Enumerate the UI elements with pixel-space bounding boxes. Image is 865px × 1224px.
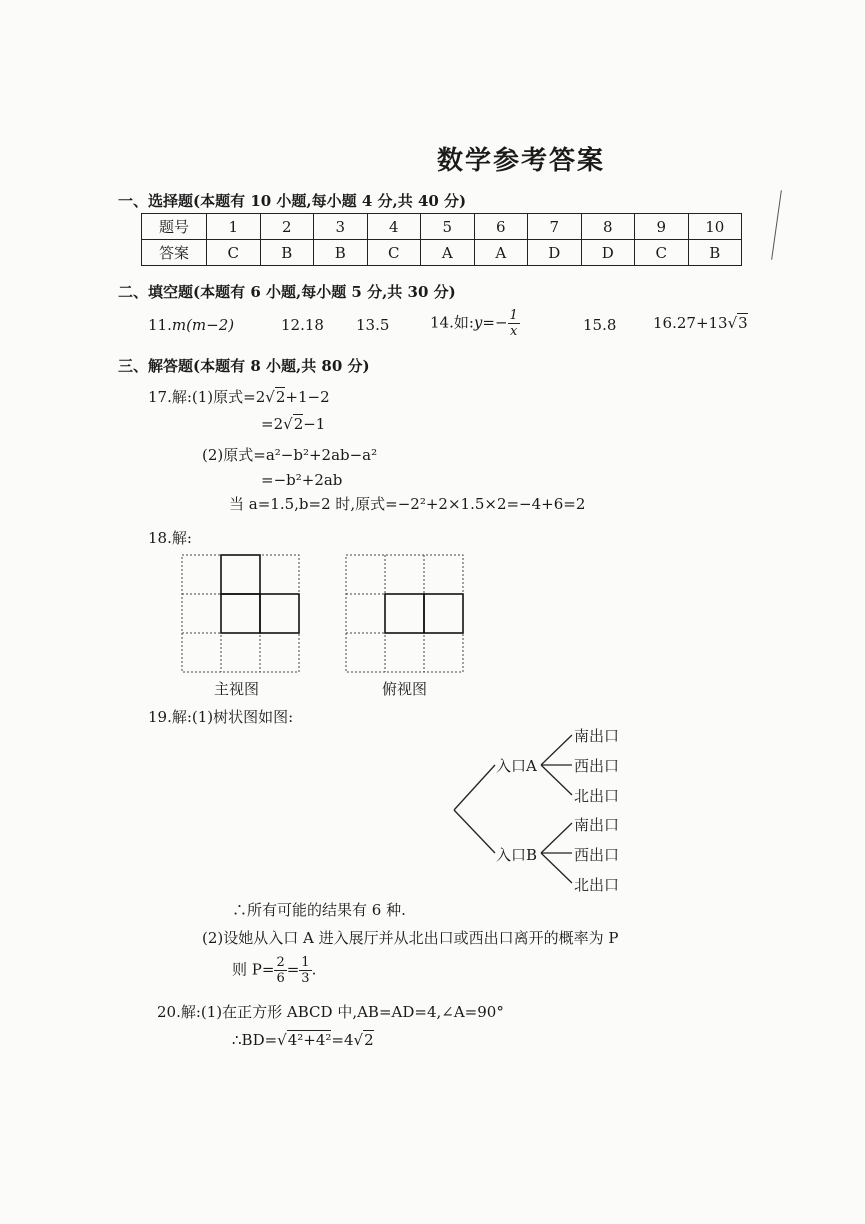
table-cell: 7 <box>528 214 582 240</box>
table-cell: A <box>421 240 475 266</box>
q17-line1: 17.解:(1)原式=2√2+1−2 <box>148 388 330 406</box>
q17-line1-suffix: +1−2 <box>285 388 330 406</box>
q17-line2-radicand: 2 <box>293 415 304 433</box>
table-row-answers <box>142 240 742 266</box>
q17-line2-prefix: =2 <box>261 415 284 433</box>
table-cell: B <box>688 240 742 266</box>
section3-heading: 三、解答题(本题有 8 小题,共 80 分) <box>118 357 370 375</box>
table-cell: 1 <box>207 214 261 240</box>
q20-line2-radicand: 4²+4² <box>287 1031 332 1049</box>
fraction-denominator: x <box>510 324 518 339</box>
table-cell: B <box>260 240 314 266</box>
tree-entry-a: 入口A <box>496 757 537 775</box>
tree-exit-b-north: 北出口 <box>574 876 620 894</box>
table-cell: C <box>207 240 261 266</box>
q17-line5: 当 a=1.5,b=2 时,原式=−2²+2×1.5×2=−4+6=2 <box>229 495 586 513</box>
q19-line4-prefix: 则 P= <box>232 960 275 979</box>
tree-exit-a-south: 南出口 <box>574 727 620 745</box>
answer-16: 16.27+13√3 <box>653 314 748 332</box>
answer-11 <box>148 316 234 334</box>
q18-label: 18.解: <box>148 529 192 547</box>
tree-exit-a-north: 北出口 <box>574 787 620 805</box>
answer-15: 15.8 <box>583 316 617 334</box>
fraction-denominator: 6 <box>276 971 285 986</box>
table-row-numbers <box>142 214 742 240</box>
tree-exit-a-west: 西出口 <box>574 757 620 775</box>
probability-fraction-1 <box>274 955 286 986</box>
answer-12: 12.18 <box>281 316 324 334</box>
equals-sign: = <box>286 960 300 979</box>
answer-table <box>141 213 742 266</box>
table-cell: 10 <box>688 214 742 240</box>
q17-line2-suffix: −1 <box>303 415 326 433</box>
table-cell: 4 <box>367 214 421 240</box>
q19-line2: ∴所有可能的结果有 6 种. <box>232 901 406 919</box>
answer-16-radicand: 3 <box>738 314 748 332</box>
fraction-numerator: 2 <box>276 955 285 970</box>
q17-line2: =2√2−1 <box>261 415 326 433</box>
q19-line1: 19.解:(1)树状图如图: <box>148 708 294 726</box>
front-view-caption: 主视图 <box>214 680 260 698</box>
q20-line2-equals: =4 <box>331 1031 354 1049</box>
row-label-answer: 答案 <box>142 240 207 266</box>
q17-line1-radicand: 2 <box>275 388 286 406</box>
q17-line3: (2)原式=a²−b²+2ab−a² <box>202 446 378 464</box>
table-cell: D <box>581 240 635 266</box>
table-cell: B <box>314 240 368 266</box>
page-title: 数学参考答案 <box>437 146 606 176</box>
q19-line4-suffix: . <box>311 960 317 979</box>
table-cell: 9 <box>635 214 689 240</box>
section2-heading: 二、填空题(本题有 6 小题,每小题 5 分,共 30 分) <box>118 283 456 301</box>
front-view-grid <box>180 553 302 675</box>
answer-11-expression: m(m−2) <box>171 316 235 334</box>
answer-14 <box>430 308 520 339</box>
answer-13: 13.5 <box>356 316 390 334</box>
table-cell: 2 <box>260 214 314 240</box>
table-cell: D <box>528 240 582 266</box>
tree-entry-b: 入口B <box>496 846 538 864</box>
q19-line3: (2)设她从入口 A 进入展厅并从北出口或西出口离开的概率为 P <box>202 929 619 947</box>
answer-14-lhs: y=− <box>473 313 508 332</box>
q20-line2-prefix: ∴BD= <box>232 1031 278 1049</box>
q17-line4: =−b²+2ab <box>261 471 343 489</box>
q20-line2: ∴BD=√4²+4²=4√2 <box>232 1031 374 1049</box>
q20-line2-radicand-2: 2 <box>364 1031 374 1049</box>
answer-16-prefix: 16.27+13 <box>653 314 728 332</box>
table-cell: 5 <box>421 214 475 240</box>
section1-heading: 一、选择题(本题有 10 小题,每小题 4 分,共 40 分) <box>118 192 467 210</box>
row-label-number: 题号 <box>142 214 207 240</box>
answer-14-prefix: 14.如: <box>430 313 474 332</box>
probability-fraction-2 <box>299 955 311 986</box>
tree-exit-b-south: 南出口 <box>574 816 620 834</box>
table-cell: 6 <box>474 214 528 240</box>
top-view-grid <box>344 553 466 675</box>
table-cell: A <box>474 240 528 266</box>
answer-14-fraction <box>508 308 520 339</box>
answer-11-number: 11. <box>148 316 172 334</box>
q20-line1: 20.解:(1)在正方形 ABCD 中,AB=AD=4,∠A=90° <box>157 1003 504 1021</box>
table-cell: C <box>635 240 689 266</box>
tree-diagram-lines <box>440 725 580 895</box>
scan-edge-line <box>771 190 782 259</box>
table-cell: 8 <box>581 214 635 240</box>
table-cell: C <box>367 240 421 266</box>
fraction-numerator: 1 <box>509 308 518 323</box>
table-cell: 3 <box>314 214 368 240</box>
fraction-denominator: 3 <box>301 971 310 986</box>
q19-line4 <box>232 955 316 986</box>
tree-exit-b-west: 西出口 <box>574 846 620 864</box>
q17-line1-prefix: 17.解:(1)原式=2 <box>148 388 266 406</box>
fraction-numerator: 1 <box>301 955 310 970</box>
top-view-caption: 俯视图 <box>382 680 428 698</box>
